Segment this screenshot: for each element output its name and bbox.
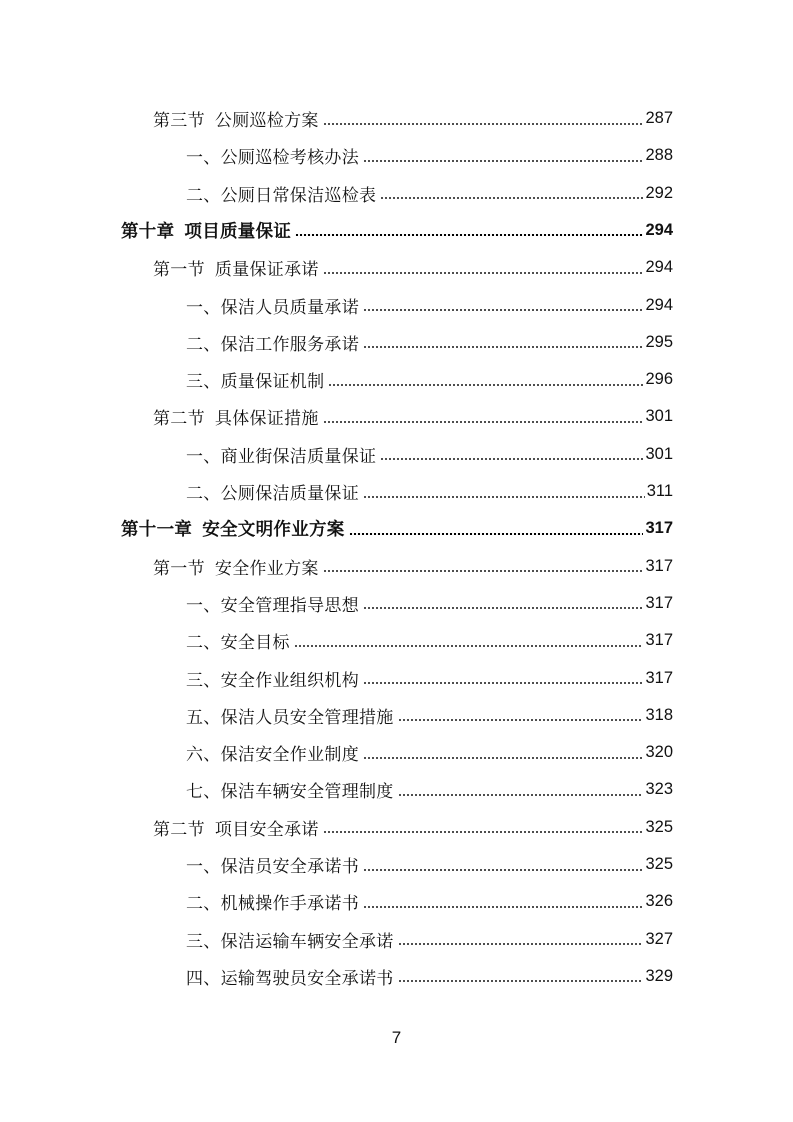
toc-item-entry[interactable]	[186, 473, 673, 510]
dot-leader	[398, 794, 644, 796]
toc-entry-label: 一、	[186, 297, 221, 318]
dot-leader	[363, 607, 643, 609]
toc-entry-text: 安全作业方案	[214, 558, 319, 579]
dot-leader	[398, 980, 644, 982]
toc-entry-text: 保洁车辆安全管理制度	[220, 782, 394, 803]
toc-entry-text: 运输驾驶员安全承诺书	[220, 968, 394, 989]
toc-entry-label: 第十一章	[121, 520, 193, 541]
toc-item-entry[interactable]	[186, 361, 673, 398]
toc-entry-label: 五、	[186, 707, 221, 728]
dot-leader	[363, 906, 643, 908]
toc-entry-title	[186, 927, 394, 952]
toc-item-entry[interactable]	[186, 585, 673, 622]
toc-chapter-entry[interactable]	[121, 212, 673, 249]
dot-leader	[323, 421, 644, 423]
toc-page-number: 329	[645, 966, 673, 985]
toc-item-entry[interactable]	[186, 175, 673, 212]
toc-entry-title	[186, 889, 359, 914]
toc-item-entry[interactable]	[186, 137, 673, 174]
toc-entry-title	[186, 740, 359, 765]
toc-page-number: 311	[646, 482, 673, 500]
toc-item-entry[interactable]	[186, 324, 673, 361]
toc-entry-title	[186, 367, 324, 392]
toc-section-entry[interactable]	[153, 398, 673, 435]
toc-entry-label: 二、	[186, 633, 221, 654]
toc-entry-title	[186, 628, 290, 653]
toc-section-entry[interactable]	[153, 249, 673, 286]
toc-entry-label: 第二节	[153, 409, 205, 430]
toc-entry-text: 安全目标	[220, 633, 290, 654]
toc-entry-label: 第一节	[153, 260, 205, 281]
dot-leader	[328, 384, 643, 386]
toc-entry-text: 质量保证承诺	[214, 260, 319, 281]
toc-entry-title	[186, 181, 376, 206]
toc-entry-text: 公厕保洁质量保证	[220, 484, 360, 504]
toc-entry-title	[186, 666, 359, 691]
toc-entry-label: 六、	[186, 745, 221, 766]
toc-page-number: 292	[645, 183, 673, 202]
toc-entry-text: 保洁员安全承诺书	[220, 857, 360, 877]
toc-entry-title	[121, 218, 291, 243]
toc-entry-text: 项目安全承诺	[214, 819, 319, 840]
toc-item-entry[interactable]	[186, 697, 673, 734]
toc-page-number: 320	[645, 743, 673, 762]
dot-leader	[349, 533, 644, 535]
toc-page-number: 326	[645, 892, 673, 911]
toc-entry-text: 安全管理指导思想	[220, 595, 360, 616]
toc-page-number: 288	[645, 146, 673, 165]
toc-entry-label: 二、	[186, 894, 221, 915]
toc-entry-text: 保洁安全作业制度	[220, 745, 360, 766]
toc-section-entry[interactable]	[153, 100, 673, 137]
toc-entry-title	[186, 591, 359, 616]
toc-entry-title	[153, 255, 319, 280]
dot-leader	[363, 496, 645, 498]
toc-entry-title	[153, 554, 319, 579]
dot-leader	[363, 757, 643, 759]
toc-entry-text: 安全作业组织机构	[220, 670, 360, 691]
toc-entry-label: 一、	[186, 595, 221, 616]
toc-entry-title	[186, 777, 394, 802]
toc-entry-label: 二、	[186, 484, 221, 504]
toc-entry-text: 商业街保洁质量保证	[220, 446, 377, 467]
toc-entry-title	[121, 516, 345, 541]
toc-item-entry[interactable]	[186, 436, 673, 473]
toc-page-number: 323	[645, 780, 673, 799]
page-number: 7	[391, 1028, 402, 1047]
toc-item-entry[interactable]	[186, 734, 673, 771]
toc-entry-label: 一、	[186, 446, 221, 467]
toc-entry-text: 项目质量保证	[184, 221, 292, 242]
toc-chapter-entry[interactable]	[121, 510, 673, 547]
dot-leader	[380, 197, 643, 199]
toc-entry-text: 安全文明作业方案	[202, 520, 345, 541]
dot-leader	[380, 458, 643, 460]
dot-leader	[363, 346, 643, 348]
dot-leader	[363, 309, 643, 311]
dot-leader	[294, 645, 644, 647]
toc-entry-text: 保洁工作服务承诺	[220, 334, 360, 355]
dot-leader	[363, 869, 643, 871]
toc-item-entry[interactable]	[186, 771, 673, 808]
toc-entry-label: 三、	[186, 670, 221, 691]
toc-entry-label: 第二节	[153, 819, 205, 840]
toc-entry-title	[186, 852, 359, 877]
toc-entry-label: 第十章	[121, 221, 175, 242]
toc-item-entry[interactable]	[186, 921, 673, 958]
toc-entry-label: 三、	[186, 372, 221, 393]
toc-entry-text: 具体保证措施	[214, 409, 319, 430]
toc-section-entry[interactable]	[153, 809, 673, 846]
toc-entry-label: 第三节	[153, 111, 205, 131]
dot-leader	[295, 234, 643, 236]
dot-leader	[363, 682, 643, 684]
dot-leader	[323, 570, 644, 572]
toc-entry-text: 公厕日常保洁巡检表	[220, 185, 377, 206]
toc-entry-title	[186, 143, 359, 168]
toc-entry-label: 二、	[186, 185, 221, 206]
toc-page-number: 294	[645, 220, 673, 239]
toc-entry-title	[153, 106, 319, 131]
toc-page-number: 325	[645, 817, 673, 836]
dot-leader	[323, 831, 644, 833]
toc-entry-label: 第一节	[153, 558, 205, 579]
toc-entry-label: 四、	[186, 968, 221, 989]
toc-page-number: 294	[645, 258, 673, 277]
toc-entry-label: 一、	[186, 857, 221, 877]
toc-entry-title	[186, 293, 359, 318]
toc-item-entry[interactable]	[186, 622, 673, 659]
toc-page-number: 325	[645, 855, 673, 873]
toc-page-number: 296	[645, 370, 673, 389]
toc-page-number: 301	[645, 407, 673, 426]
toc-entry-text: 质量保证机制	[220, 372, 325, 393]
toc-entry-title	[153, 815, 319, 840]
toc-item-entry[interactable]	[186, 660, 673, 697]
dot-leader	[398, 719, 644, 721]
toc-item-entry[interactable]	[186, 287, 673, 324]
dot-leader	[398, 943, 644, 945]
toc-page-number: 318	[645, 705, 673, 724]
dot-leader	[323, 272, 644, 274]
toc-entry-title	[186, 703, 394, 728]
toc-entry-text: 公厕巡检方案	[214, 111, 319, 131]
toc-entry-text: 公厕巡检考核办法	[220, 148, 360, 169]
toc-item-entry[interactable]	[186, 846, 673, 883]
toc-entry-title	[186, 479, 359, 504]
toc-entry-text: 保洁人员安全管理措施	[220, 707, 394, 728]
toc-entry-title	[186, 330, 359, 355]
toc-entry-title	[186, 442, 376, 467]
toc-entry-title	[186, 964, 394, 989]
toc-item-entry[interactable]	[186, 883, 673, 920]
toc-page-number: 295	[645, 332, 673, 351]
toc-entry-title	[153, 404, 319, 429]
toc-entry-label: 一、	[186, 148, 221, 169]
toc-page-number: 294	[645, 295, 673, 314]
toc-entry-text: 保洁人员质量承诺	[220, 297, 360, 318]
toc-entry-label: 七、	[186, 782, 221, 803]
toc-page-number: 317	[645, 668, 673, 687]
toc-page-number: 327	[645, 929, 673, 948]
toc-page-number: 317	[645, 593, 673, 612]
toc-section-entry[interactable]	[153, 548, 673, 585]
toc-page-number: 317	[645, 556, 673, 575]
toc-entry-label: 三、	[186, 931, 221, 952]
toc-page-number: 287	[645, 109, 673, 127]
toc-item-entry[interactable]	[186, 958, 673, 995]
dot-leader	[363, 160, 643, 162]
toc-page-number: 317	[645, 519, 673, 538]
toc-entry-label: 二、	[186, 334, 221, 355]
toc-entry-text: 机械操作手承诺书	[220, 894, 360, 915]
toc-entry-text: 保洁运输车辆安全承诺	[220, 931, 394, 952]
toc-page-number: 317	[645, 631, 673, 650]
toc-page-number: 301	[645, 444, 673, 463]
dot-leader	[323, 123, 644, 125]
